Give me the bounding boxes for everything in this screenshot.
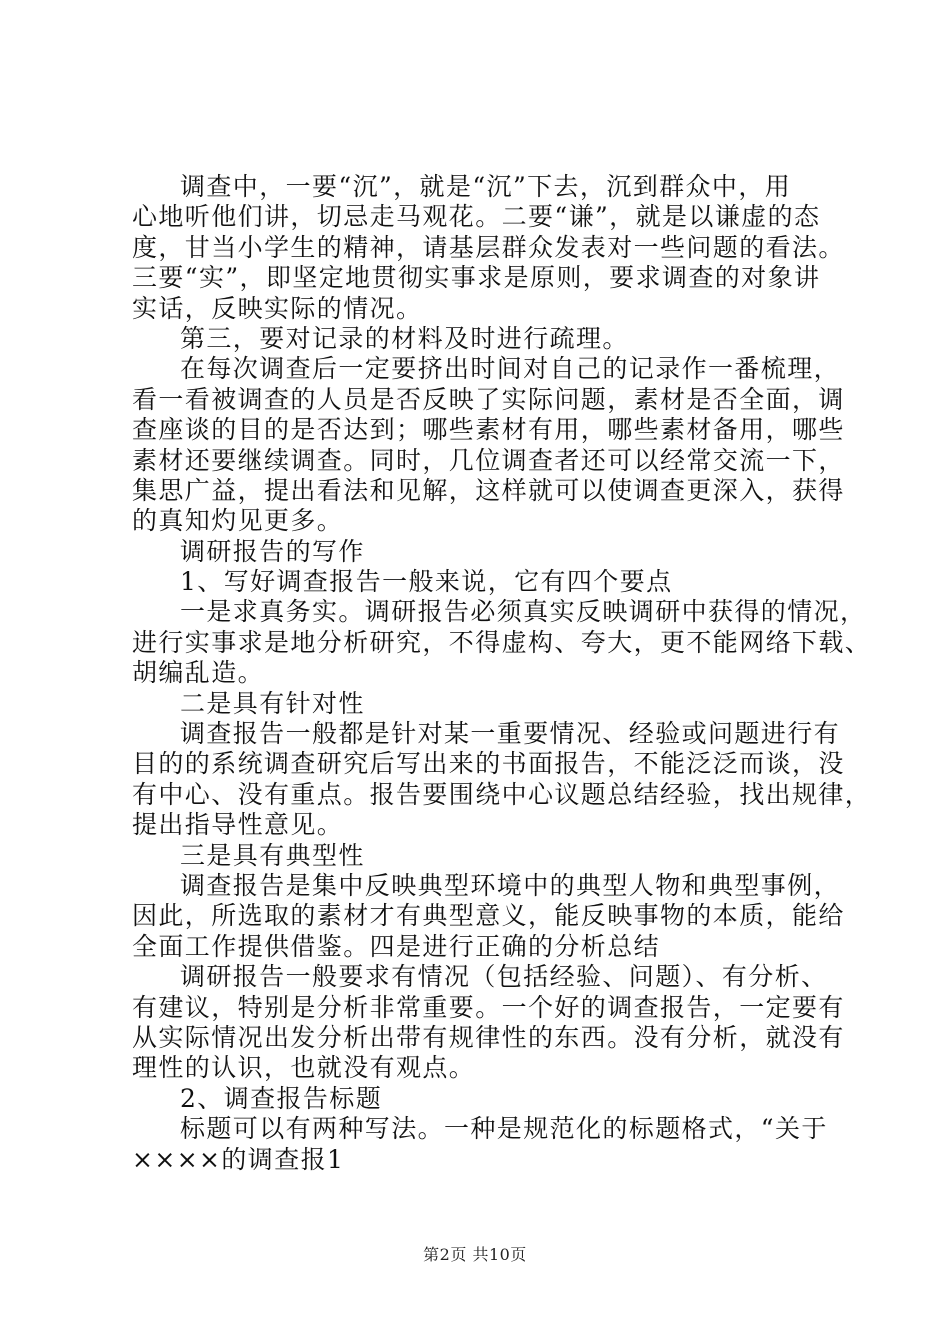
text-line: 全面工作提供借鉴。四是进行正确的分析总结	[132, 931, 661, 961]
text-line: 度，甘当小学生的精神，请基层群众发表对一些问题的看法。	[132, 232, 845, 262]
text-line: 集思广益，提出看法和见解，这样就可以使调查更深入，获得	[132, 475, 845, 505]
text-line: 2、调查报告标题	[180, 1083, 383, 1113]
text-line: 调查中，一要“沉”，就是“沉”下去，沉到群众中，用	[180, 172, 792, 201]
text-line: 调查报告一般都是针对某一重要情况、经验或问题进行有	[180, 719, 841, 749]
text-line: 调查报告是集中反映典型环境中的典型人物和典型事例，	[180, 870, 841, 900]
text-line: 查座谈的目的是否达到；哪些素材有用，哪些素材备用，哪些	[132, 415, 845, 445]
text-line: 三要“实”，即坚定地贯彻实事求是原则，要求调查的对象讲	[132, 263, 821, 293]
text-line: 调研报告的写作	[180, 536, 365, 566]
text-line: 的真知灼见更多。	[132, 506, 344, 536]
text-line: 1、写好调查报告一般来说，它有四个要点	[180, 567, 673, 597]
text-line: 三是具有典型性	[180, 840, 365, 870]
text-line: 有建议，特别是分析非常重要。一个好的调查报告，一定要有	[132, 992, 845, 1022]
document-body	[132, 172, 872, 1175]
text-line: 第三，要对记录的材料及时进行疏理。	[180, 323, 629, 353]
text-line: 因此，所选取的素材才有典型意义，能反映事物的本质，能给	[132, 901, 845, 931]
text-line: 目的的系统调查研究后写出来的书面报告，不能泛泛而谈，没	[132, 749, 845, 779]
text-line: 理性的认识，也就没有观点。	[132, 1053, 476, 1083]
text-line: 从实际情况出发分析出带有规律性的东西。没有分析，就没有	[132, 1022, 845, 1052]
text-line: 标题可以有两种写法。一种是规范化的标题格式，“关于	[180, 1114, 828, 1144]
text-line: 在每次调查后一定要挤出时间对自己的记录作一番梳理，	[180, 354, 841, 384]
text-line: 心地听他们讲，切忌走马观花。二要“谦”，就是以谦虚的态	[132, 202, 821, 232]
text-line: 实话，反映实际的情况。	[132, 293, 423, 323]
text-line: 提出指导性意见。	[132, 810, 344, 840]
text-line: 二是具有针对性	[180, 688, 365, 718]
text-line: 调研报告一般要求有情况（包括经验、问题）、有分析、	[180, 962, 828, 992]
text-line: 进行实事求是地分析研究，不得虚构、夸大，更不能网络下载、	[132, 627, 872, 657]
page-number-footer: 第2页 共10页	[423, 1245, 527, 1264]
text-line: 有中心、没有重点。报告要围绕中心议题总结经验，找出规律，	[132, 779, 872, 809]
text-line: ××××的调查报1	[132, 1144, 345, 1174]
text-line: 素材还要继续调查。同时，几位调查者还可以经常交流一下，	[132, 445, 845, 475]
text-line: 一是求真务实。调研报告必须真实反映调研中获得的情况，	[180, 597, 867, 627]
text-line: 胡编乱造。	[132, 658, 265, 688]
text-line: 看一看被调查的人员是否反映了实际问题，素材是否全面，调	[132, 384, 845, 414]
